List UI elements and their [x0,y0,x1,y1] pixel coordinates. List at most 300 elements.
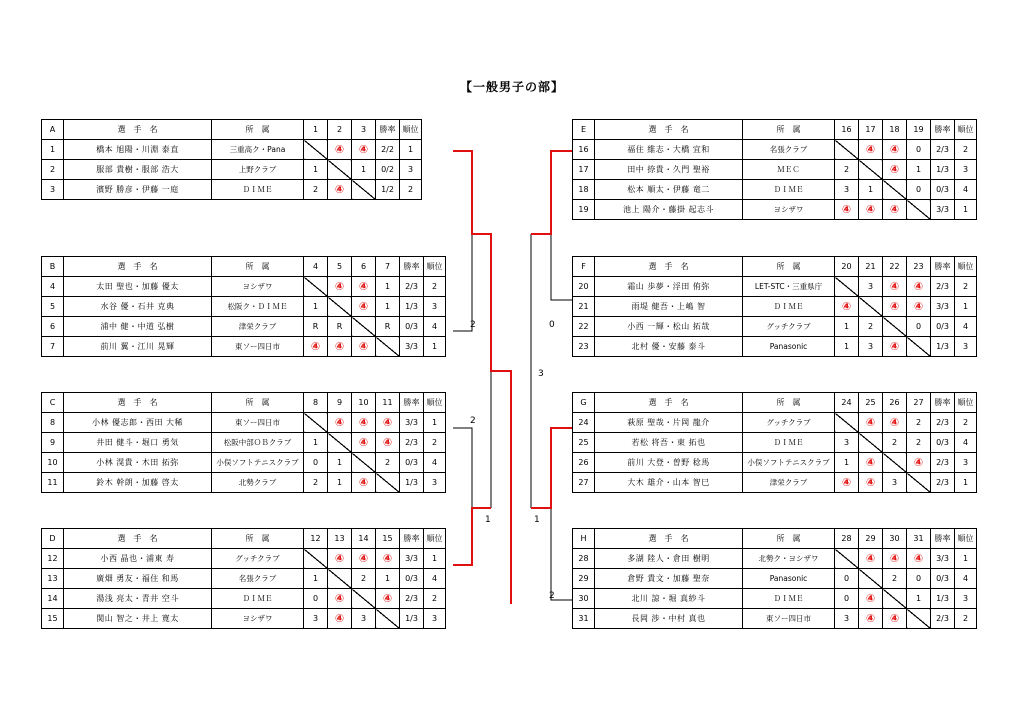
player-names: 井田 健斗・堀口 勇気 [64,433,212,453]
win-mark: ④ [841,300,852,313]
table-row [573,160,977,180]
header-affiliation: 所 属 [212,393,304,413]
rank: 2 [955,413,977,433]
pool-header-row [573,393,977,413]
match-result-cell [328,140,352,160]
player-names: 小林 滉貴・木田 拓弥 [64,453,212,473]
entry-no: 18 [573,180,595,200]
self-match-cell [376,473,400,493]
match-result-cell: 0 [304,589,328,609]
header-player-name: 選 手 名 [64,120,212,140]
match-result-cell: R [304,317,328,337]
header-affiliation: 所 属 [743,529,835,549]
affiliation: ＤＩＭＥ [743,180,835,200]
affiliation: ＭＥＣ [743,160,835,180]
win-mark: ④ [382,436,393,449]
match-result-cell [328,549,352,569]
entry-no: 26 [573,453,595,473]
rank: 1 [424,337,446,357]
header-opponent-no: 23 [907,257,931,277]
win-rate: 0/3 [931,180,955,200]
match-result-cell [883,160,907,180]
match-result-cell [304,337,328,357]
win-mark: ④ [889,143,900,156]
rank: 2 [424,277,446,297]
match-result-cell [352,297,376,317]
win-mark: ④ [358,416,369,429]
player-names: 濱野 勝彦・伊藤 一庭 [64,180,212,200]
header-rank: 順位 [424,529,446,549]
match-result-cell [883,337,907,357]
affiliation: ＤＩＭＥ [743,433,835,453]
entry-no: 27 [573,473,595,493]
affiliation: ＤＩＭＥ [212,180,304,200]
match-result-cell: 1 [376,569,400,589]
match-result-cell: 1 [907,160,931,180]
player-names: 若松 将吾・東 拓也 [595,433,743,453]
win-rate: 2/3 [931,413,955,433]
header-opponent-no: 10 [352,393,376,413]
match-result-cell: 2 [883,433,907,453]
header-opponent-no: 4 [304,257,328,277]
win-mark: ④ [889,340,900,353]
win-mark: ④ [865,143,876,156]
header-opponent-no: 9 [328,393,352,413]
header-opponent-no: 26 [883,393,907,413]
player-names: 霜山 歩夢・浮田 侑弥 [595,277,743,297]
header-player-name: 選 手 名 [595,393,743,413]
entry-no: 12 [42,549,64,569]
match-result-cell [352,549,376,569]
self-match-cell [352,453,376,473]
self-match-cell [835,413,859,433]
self-match-cell [907,473,931,493]
self-match-cell [859,569,883,589]
win-mark: ④ [913,552,924,565]
win-mark: ④ [334,592,345,605]
match-result-cell [376,549,400,569]
table-row [573,200,977,220]
affiliation: グッチクラブ [212,549,304,569]
self-match-cell [907,337,931,357]
table-row [42,473,446,493]
header-opponent-no: 2 [328,120,352,140]
player-names: 関山 智之・井上 寛太 [64,609,212,629]
win-rate: 0/3 [400,569,424,589]
match-result-cell: 1 [835,337,859,357]
table-row [573,413,977,433]
affiliation: ヨシザワ [212,277,304,297]
match-result-cell [352,277,376,297]
entry-no: 25 [573,433,595,453]
pool-group-label: D [42,529,64,549]
match-result-cell [352,473,376,493]
match-result-cell [883,549,907,569]
entry-no: 21 [573,297,595,317]
match-result-cell: 2 [883,569,907,589]
win-mark: ④ [889,300,900,313]
match-result-cell [352,433,376,453]
win-rate: 3/3 [400,549,424,569]
match-result-cell: 0 [835,589,859,609]
entry-no: 7 [42,337,64,357]
match-result-cell [859,413,883,433]
self-match-cell [883,453,907,473]
player-names: 雨堤 健吾・上嶋 智 [595,297,743,317]
affiliation: 津栄クラブ [212,317,304,337]
win-mark: ④ [865,476,876,489]
header-opponent-no: 14 [352,529,376,549]
self-match-cell [883,317,907,337]
entry-no: 13 [42,569,64,589]
win-rate: 1/3 [931,337,955,357]
pool-header-row [42,529,446,549]
win-mark: ④ [913,300,924,313]
match-result-cell: 2 [304,180,328,200]
match-result-cell [907,549,931,569]
self-match-cell [835,549,859,569]
table-row [573,317,977,337]
table-row [573,569,977,589]
header-affiliation: 所 属 [743,257,835,277]
affiliation: 上野クラブ [212,160,304,180]
player-names: 倉野 貴文・加藤 聖奈 [595,569,743,589]
table-row [42,180,422,200]
win-mark: ④ [865,416,876,429]
player-names: 多湖 陸人・倉田 樹明 [595,549,743,569]
affiliation: グッチクラブ [743,413,835,433]
affiliation: 名張クラブ [743,140,835,160]
win-rate: 0/3 [931,433,955,453]
entry-no: 2 [42,160,64,180]
score-pool-h-link: 2 [549,591,555,601]
win-rate: 2/3 [400,277,424,297]
match-result-cell: 1 [328,453,352,473]
self-match-cell [859,297,883,317]
pool-group-label: C [42,393,64,413]
affiliation: 名張クラブ [212,569,304,589]
win-rate: 1/3 [931,589,955,609]
header-player-name: 選 手 名 [595,120,743,140]
rank: 3 [424,609,446,629]
player-names: 池上 陽介・藤掛 起志斗 [595,200,743,220]
win-mark: ④ [889,163,900,176]
affiliation: ヨシザワ [212,609,304,629]
pool-table-f [572,256,977,357]
match-result-cell: 2 [304,473,328,493]
header-opponent-no: 7 [376,257,400,277]
pool-table-a [41,119,422,200]
rank: 4 [955,433,977,453]
pool-table-e [572,119,977,220]
header-win-rate: 勝率 [400,393,424,413]
win-mark: ④ [334,552,345,565]
score-pool-c-link: 2 [470,416,476,426]
win-mark: ④ [841,476,852,489]
page-title: 【一般男子の部】 [459,80,564,94]
match-result-cell: 2 [352,569,376,589]
match-result-cell: 3 [304,609,328,629]
match-result-cell: 3 [352,609,376,629]
table-row [42,277,446,297]
entry-no: 10 [42,453,64,473]
self-match-cell [328,569,352,589]
header-opponent-no: 1 [304,120,328,140]
score-final: 3 [538,369,544,379]
header-player-name: 選 手 名 [64,393,212,413]
match-result-cell: 2 [907,413,931,433]
header-win-rate: 勝率 [931,529,955,549]
win-rate: 2/3 [931,140,955,160]
table-row [573,337,977,357]
win-mark: ④ [358,476,369,489]
match-result-cell [376,589,400,609]
match-result-cell: 3 [835,180,859,200]
score-gh-semi: 1 [534,515,540,525]
pool-group-label: B [42,257,64,277]
self-match-cell [376,337,400,357]
rank: 4 [424,453,446,473]
win-mark: ④ [358,143,369,156]
win-mark: ④ [358,300,369,313]
table-row [573,433,977,453]
player-names: 小林 優志郎・西田 大稀 [64,413,212,433]
match-result-cell: 1 [304,433,328,453]
rank: 3 [955,589,977,609]
player-names: 橋本 旭陽・川淵 泰直 [64,140,212,160]
win-rate: 3/3 [931,200,955,220]
header-opponent-no: 28 [835,529,859,549]
header-rank: 順位 [955,393,977,413]
rank: 1 [424,549,446,569]
match-result-cell: 2 [376,453,400,473]
player-names: 福住 維志・大橋 宜和 [595,140,743,160]
win-rate: 0/2 [376,160,400,180]
player-names: 前川 翼・江川 晃輝 [64,337,212,357]
entry-no: 31 [573,609,595,629]
score-pool-f-link: 0 [549,320,555,330]
rank: 1 [955,549,977,569]
affiliation: ＤＩＭＥ [212,589,304,609]
match-result-cell [859,200,883,220]
rank: 3 [424,473,446,493]
header-rank: 順位 [955,257,977,277]
match-result-cell [835,297,859,317]
table-row [573,453,977,473]
self-match-cell [859,160,883,180]
header-opponent-no: 6 [352,257,376,277]
win-mark: ④ [334,280,345,293]
affiliation: 東ソー四日市 [743,609,835,629]
self-match-cell [304,549,328,569]
table-row [573,140,977,160]
table-row [42,140,422,160]
pool-header-row [573,120,977,140]
pool-header-row [42,393,446,413]
entry-no: 20 [573,277,595,297]
match-result-cell: 0 [835,569,859,589]
entry-no: 23 [573,337,595,357]
entry-no: 9 [42,433,64,453]
pool-group-label: E [573,120,595,140]
player-names: 大木 雄介・山本 智巳 [595,473,743,493]
win-rate: 3/3 [931,549,955,569]
affiliation: LET-STC・三重県庁 [743,277,835,297]
match-result-cell: 2 [859,317,883,337]
rank: 1 [400,140,422,160]
rank: 4 [955,317,977,337]
header-affiliation: 所 属 [212,120,304,140]
win-rate: 2/3 [931,453,955,473]
match-result-cell [883,277,907,297]
win-rate: 0/3 [400,317,424,337]
self-match-cell [376,609,400,629]
match-result-cell: 3 [859,277,883,297]
header-win-rate: 勝率 [931,120,955,140]
match-result-cell: 3 [859,337,883,357]
affiliation: グッチクラブ [743,317,835,337]
rank: 4 [424,569,446,589]
match-result-cell [907,277,931,297]
rank: 3 [955,160,977,180]
self-match-cell [352,180,376,200]
match-result-cell [883,609,907,629]
match-result-cell [883,140,907,160]
player-names: 鈴木 幹朗・加藤 啓太 [64,473,212,493]
entry-no: 3 [42,180,64,200]
self-match-cell [328,160,352,180]
affiliation: ＤＩＭＥ [743,297,835,317]
pool-table-h [572,528,977,629]
affiliation: ヨシザワ [743,200,835,220]
match-result-cell: 0 [907,180,931,200]
pool-table-c [41,392,446,493]
affiliation: 小俣ソフトテニスクラブ [743,453,835,473]
match-result-cell [328,277,352,297]
rank: 2 [424,433,446,453]
win-mark: ④ [913,280,924,293]
win-mark: ④ [334,340,345,353]
match-result-cell: R [328,317,352,337]
entry-no: 11 [42,473,64,493]
match-result-cell: 1 [859,180,883,200]
win-rate: 1/3 [400,297,424,317]
win-mark: ④ [334,183,345,196]
rank: 2 [955,277,977,297]
affiliation: 津栄クラブ [743,473,835,493]
player-names: 小西 一輝・松山 拓哉 [595,317,743,337]
win-rate: 2/3 [400,433,424,453]
header-affiliation: 所 属 [212,529,304,549]
header-rank: 順位 [424,393,446,413]
table-row [42,297,446,317]
entry-no: 15 [42,609,64,629]
table-row [573,609,977,629]
rank: 3 [955,337,977,357]
match-result-cell [859,473,883,493]
entry-no: 30 [573,589,595,609]
score-pool-b-link: 2 [470,320,476,330]
match-result-cell: 1 [352,160,376,180]
entry-no: 16 [573,140,595,160]
match-result-cell: 2 [907,433,931,453]
player-names: 北村 優・安藤 泰斗 [595,337,743,357]
win-rate: 3/3 [400,413,424,433]
entry-no: 14 [42,589,64,609]
self-match-cell [859,433,883,453]
header-opponent-no: 13 [328,529,352,549]
header-opponent-no: 18 [883,120,907,140]
rank: 4 [955,180,977,200]
match-result-cell: 1 [376,277,400,297]
match-result-cell [859,589,883,609]
win-mark: ④ [865,552,876,565]
match-result-cell: 1 [907,589,931,609]
header-win-rate: 勝率 [400,257,424,277]
win-rate: 2/3 [931,609,955,629]
pool-header-row [573,257,977,277]
self-match-cell [907,609,931,629]
match-result-cell: 1 [304,569,328,589]
win-rate: 2/3 [931,473,955,493]
entry-no: 4 [42,277,64,297]
match-result-cell: 1 [376,297,400,317]
header-opponent-no: 15 [376,529,400,549]
rank: 1 [955,473,977,493]
table-row [573,297,977,317]
table-row [573,473,977,493]
match-result-cell [328,589,352,609]
header-opponent-no: 16 [835,120,859,140]
header-rank: 順位 [400,120,422,140]
self-match-cell [883,180,907,200]
header-opponent-no: 8 [304,393,328,413]
win-rate: 1/3 [400,473,424,493]
header-player-name: 選 手 名 [64,257,212,277]
rank: 1 [424,413,446,433]
header-rank: 順位 [955,120,977,140]
win-mark: ④ [310,340,321,353]
match-result-cell: 0 [907,317,931,337]
match-result-cell [835,200,859,220]
header-opponent-no: 12 [304,529,328,549]
affiliation: 松阪ク・ＤＩＭＥ [212,297,304,317]
win-mark: ④ [865,592,876,605]
rank: 4 [424,317,446,337]
pool-header-row [42,120,422,140]
match-result-cell: 0 [907,569,931,589]
header-opponent-no: 31 [907,529,931,549]
pool-table-g [572,392,977,493]
header-player-name: 選 手 名 [595,529,743,549]
rank: 4 [955,569,977,589]
table-row [42,413,446,433]
win-mark: ④ [889,552,900,565]
match-result-cell [883,200,907,220]
header-rank: 順位 [955,529,977,549]
win-mark: ④ [889,280,900,293]
table-row [42,160,422,180]
player-names: 松本 順太・伊藤 竜二 [595,180,743,200]
rank: 2 [955,140,977,160]
match-result-cell: 2 [835,160,859,180]
table-row [42,569,446,589]
match-result-cell [352,413,376,433]
header-opponent-no: 21 [859,257,883,277]
match-result-cell: 0 [907,140,931,160]
rank: 1 [955,297,977,317]
win-mark: ④ [358,552,369,565]
